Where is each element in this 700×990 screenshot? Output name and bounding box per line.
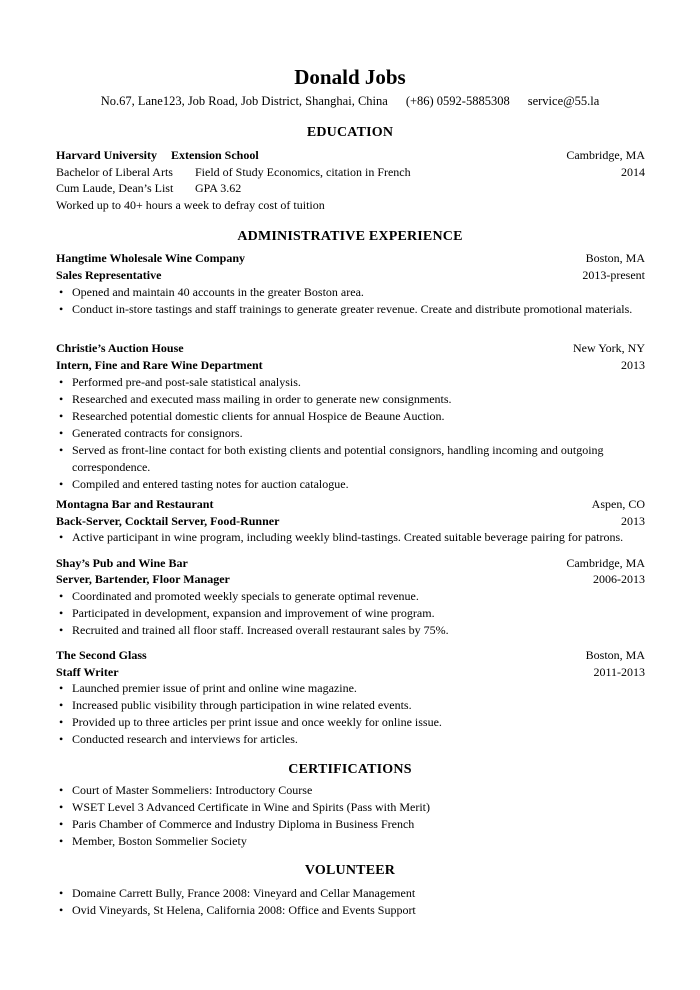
job-org-row bbox=[56, 647, 645, 664]
job-dates: 2006-2013 bbox=[593, 572, 645, 586]
job-dates: 2013-present bbox=[582, 268, 645, 282]
list-item: • Conduct in-store tastings and staff trainings to generate greater revenue. Create and distribute promotional materials. bbox=[59, 302, 633, 316]
school-name: Harvard University Extension School bbox=[56, 148, 259, 162]
job-org-row bbox=[56, 340, 645, 357]
email: service@55.la bbox=[527, 94, 600, 108]
list-item: • Opened and maintain 40 accounts in the greater Boston area. bbox=[59, 285, 364, 299]
education-school-row bbox=[56, 147, 645, 164]
experience-heading: ADMINISTRATIVE EXPERIENCE bbox=[237, 229, 463, 244]
job-role: Server, Bartender, Floor Manager bbox=[56, 572, 230, 586]
list-item: • Compiled and entered tasting notes for auction catalogue. bbox=[59, 477, 349, 491]
job-org: The Second Glass bbox=[56, 648, 147, 662]
job-dates: 2013 bbox=[621, 514, 645, 528]
job-bullets bbox=[56, 588, 645, 639]
list-item: • WSET Level 3 Advanced Certificate in Wine and Spirits (Pass with Merit) bbox=[59, 800, 430, 814]
contact-line bbox=[0, 93, 700, 110]
list-item: • Increased public visibility through participation in wine related events. bbox=[59, 698, 412, 712]
list-item: • Coordinated and promoted weekly specials to generate optimal revenue. bbox=[59, 589, 419, 603]
volunteer-heading: VOLUNTEER bbox=[304, 863, 396, 878]
school-location: Cambridge, MA bbox=[566, 148, 645, 162]
job-org-row bbox=[56, 250, 645, 267]
list-item: • Researched and executed mass mailing in order to generate new consignments. bbox=[59, 392, 452, 406]
job-dates: 2011-2013 bbox=[593, 665, 645, 679]
job-location: Boston, MA bbox=[585, 648, 645, 662]
education-heading: EDUCATION bbox=[306, 125, 394, 140]
job-org-row bbox=[56, 555, 645, 572]
certifications-heading: CERTIFICATIONS bbox=[288, 762, 412, 777]
candidate-name: Donald Jobs bbox=[294, 65, 406, 89]
address: No.67, Lane123, Job Road, Job District, Shanghai, China bbox=[100, 94, 388, 108]
job-location: New York, NY bbox=[572, 341, 645, 355]
education-note-row bbox=[56, 197, 645, 214]
education-note: Worked up to 40+ hours a week to defray cost of tuition bbox=[56, 198, 325, 212]
job-bullets bbox=[56, 680, 645, 748]
job-role-row bbox=[56, 513, 645, 530]
education-honors-row bbox=[56, 180, 645, 197]
job-bullets bbox=[56, 529, 645, 546]
job-org: Christie’s Auction House bbox=[56, 341, 184, 355]
list-item: • Participated in development, expansion and improvement of wine program. bbox=[59, 606, 435, 620]
job-location: Boston, MA bbox=[585, 251, 645, 265]
education-year: 2014 bbox=[621, 165, 645, 179]
job-org: Hangtime Wholesale Wine Company bbox=[56, 251, 246, 265]
job-org: Montagna Bar and Restaurant bbox=[56, 497, 214, 511]
list-item: • Performed pre-and post-sale statistical analysis. bbox=[59, 375, 301, 389]
job-role-row bbox=[56, 357, 645, 374]
job-role: Intern, Fine and Rare Wine Department bbox=[56, 358, 263, 372]
list-item: • Member, Boston Sommelier Society bbox=[59, 834, 247, 848]
list-item: • Ovid Vineyards, St Helena, California 2008: Office and Events Support bbox=[59, 903, 416, 917]
job-dates: 2013 bbox=[621, 358, 645, 372]
job-role-row bbox=[56, 571, 645, 588]
list-item: • Launched premier issue of print and online wine magazine. bbox=[59, 681, 357, 695]
list-item: • Recruited and trained all floor staff. Increased overall restaurant sales by 75%. bbox=[59, 623, 449, 637]
certifications-list bbox=[56, 782, 645, 850]
honors: Cum Laude, Dean’s List GPA 3.62 bbox=[56, 181, 242, 195]
job-bullets bbox=[56, 284, 645, 318]
job-role: Sales Representative bbox=[56, 268, 162, 282]
job-role: Staff Writer bbox=[56, 665, 119, 679]
list-item: • Paris Chamber of Commerce and Industry Diploma in Business French bbox=[59, 817, 415, 831]
job-bullets bbox=[56, 374, 645, 493]
degree: Bachelor of Liberal Arts Field of Study Economics, citation in French bbox=[56, 165, 411, 179]
list-item: • Domaine Carrett Bully, France 2008: Vineyard and Cellar Management bbox=[59, 886, 416, 900]
job-org-row bbox=[56, 496, 645, 513]
volunteer-list bbox=[56, 885, 645, 919]
list-item: • Provided up to three articles per print issue and once weekly for online issue. bbox=[59, 715, 442, 729]
job-org: Shay’s Pub and Wine Bar bbox=[56, 556, 188, 570]
phone: (+86) 0592-5885308 bbox=[405, 94, 510, 108]
job-location: Aspen, CO bbox=[591, 497, 645, 511]
list-item: • Conducted research and interviews for articles. bbox=[59, 732, 298, 746]
job-role: Back-Server, Cocktail Server, Food-Runner bbox=[56, 514, 280, 528]
list-item: • Generated contracts for consignors. bbox=[59, 426, 243, 440]
job-location: Cambridge, MA bbox=[566, 556, 645, 570]
job-role-row bbox=[56, 267, 645, 284]
list-item: • Served as front-line contact for both existing clients and potential consignors, handling incoming and outgoing correspondence. bbox=[59, 443, 604, 474]
education-degree-row bbox=[56, 164, 645, 181]
list-item: • Researched potential domestic clients for annual Hospice de Beaune Auction. bbox=[59, 409, 445, 423]
list-item: • Active participant in wine program, including weekly blind-tastings. Created suitable beverage pairing for patrons. bbox=[59, 530, 624, 544]
list-item: • Court of Master Sommeliers: Introductory Course bbox=[59, 783, 313, 797]
job-role-row bbox=[56, 664, 645, 681]
